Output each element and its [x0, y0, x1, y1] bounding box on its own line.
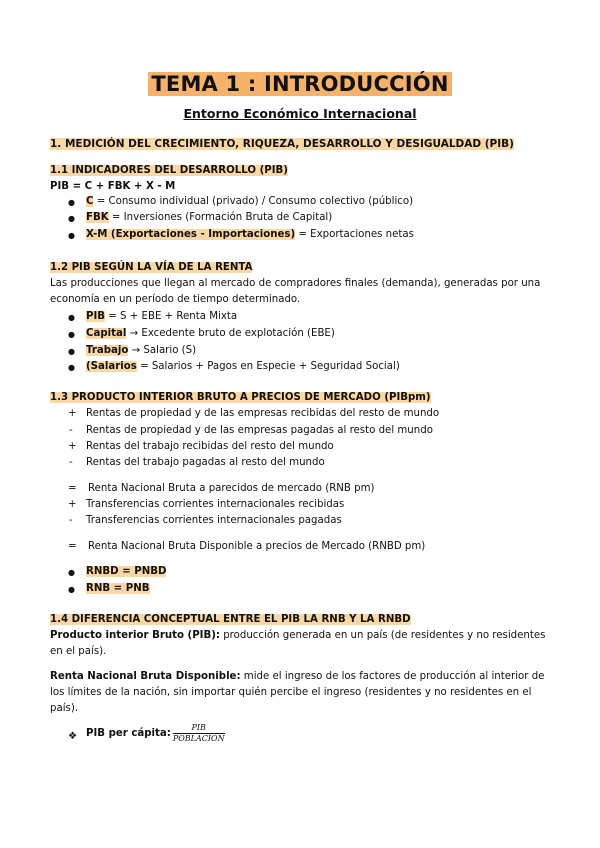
diamond-bullet-icon: ❖	[68, 731, 78, 742]
list-item: ●	[68, 347, 75, 356]
per-capita-formula: PIB per cápita: $\frac{\text{PIB}}{\text{POBLACIÓN}}$	[86, 723, 225, 743]
fraction: $\frac{\text{PIB}}{\text{POBLACIÓN}}$	[172, 723, 225, 743]
list-item-text: FBK = Inversiones (Formación Bruta de Capital)	[86, 212, 333, 223]
list-item-text: X-M (Exportaciones - Importaciones) = Exportaciones netas	[86, 229, 414, 240]
section-1-heading: 1. MEDICIÓN DEL CRECIMIENTO, RIQUEZA, DESARROLLO Y DESIGUALDAD (PIB)	[50, 138, 514, 150]
list-item: ●	[68, 198, 75, 207]
list-item-text: Rentas de propiedad y de las empresas recibidas del resto de mundo	[86, 408, 440, 419]
list-item-text: (Salarios = Salarios + Pagos en Especie + Seguridad Social)	[86, 361, 400, 372]
list-item-text: Capital → Excedente bruto de explotación (EBE)	[86, 328, 335, 339]
list-item: ●	[68, 585, 75, 594]
list-item: ●	[68, 313, 75, 322]
sign: -	[69, 457, 73, 468]
list-item-text: RNBD = PNBD	[86, 566, 167, 577]
list-item: ●	[68, 363, 75, 372]
list-item-text: C = Consumo individual (privado) / Consumo colectivo (público)	[86, 196, 414, 207]
list-item-text: Rentas de propiedad y de las empresas pagadas al resto del mundo	[86, 425, 433, 436]
paragraph-line: economía en un período de tiempo determinado.	[50, 294, 301, 305]
sign: +	[68, 441, 77, 452]
sign: -	[69, 425, 73, 436]
pib-formula: PIB = C + FBK + X - M	[50, 181, 176, 192]
list-item-text: PIB = S + EBE + Renta Mixta	[86, 311, 238, 322]
equation-text: Renta Nacional Bruta Disponible a precios de Mercado (RNBD pm)	[88, 541, 426, 552]
sign: =	[68, 541, 77, 552]
paragraph-line: los límites de la nación, sin importar quién percibe el ingreso (residentes y no residentes en el	[50, 687, 532, 698]
page-title: TEMA 1 : INTRODUCCIÓN	[0, 72, 600, 96]
list-item: ●	[68, 214, 75, 223]
sign: -	[69, 515, 73, 526]
paragraph-line: Las producciones que llegan al mercado de compradores finales (demanda), generadas por una	[50, 278, 541, 289]
paragraph-line: país).	[50, 703, 79, 714]
sign: +	[68, 499, 77, 510]
sign: +	[68, 408, 77, 419]
paragraph-line: Renta Nacional Bruta Disponible: mide el ingreso de los factores de producción al interior de	[50, 671, 545, 682]
list-item: ●	[68, 231, 75, 240]
paragraph-line: en el país).	[50, 646, 107, 657]
paragraph-line: Producto interior Bruto (PIB): producción generada en un país (de residentes y no residentes	[50, 630, 546, 641]
list-item: ●	[68, 568, 75, 577]
list-item-text: Transferencias corrientes internacionales pagadas	[86, 515, 342, 526]
list-item-text: Rentas del trabajo pagadas al resto del mundo	[86, 457, 325, 468]
sign: =	[68, 483, 77, 494]
list-item-text: Trabajo → Salario (S)	[86, 345, 197, 356]
section-1-3-heading: 1.3 PRODUCTO INTERIOR BRUTO A PRECIOS DE MERCADO (PIBpm)	[50, 392, 431, 403]
section-1-4-heading: 1.4 DIFERENCIA CONCEPTUAL ENTRE EL PIB LA RNB Y LA RNBD	[50, 614, 411, 625]
page-subtitle: Entorno Económico Internacional	[183, 106, 417, 121]
section-1-1-heading: 1.1 INDICADORES DEL DESARROLLO (PIB)	[50, 165, 288, 176]
equation-text: Renta Nacional Bruta a parecidos de mercado (RNB pm)	[88, 483, 375, 494]
list-item-text: RNB = PNB	[86, 583, 150, 594]
list-item: ●	[68, 330, 75, 339]
section-1-2-heading: 1.2 PIB SEGÚN LA VÍA DE LA RENTA	[50, 262, 253, 273]
list-item-text: Rentas del trabajo recibidas del resto del mundo	[86, 441, 334, 452]
list-item-text: Transferencias corrientes internacionales recibidas	[86, 499, 345, 510]
